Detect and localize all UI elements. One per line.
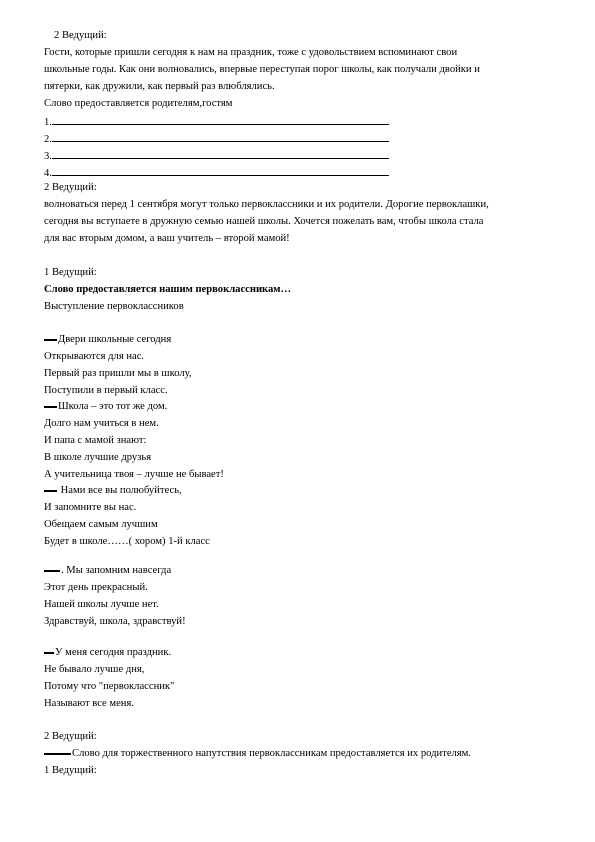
entry-number: 3. xyxy=(44,151,52,162)
blank-entry-3 xyxy=(44,149,389,163)
dash-mark xyxy=(44,339,57,341)
poem-line: Здравствуй, школа, здравствуй! xyxy=(44,616,186,627)
poem-line: . Мы запомним навсегда xyxy=(44,566,171,577)
paragraph-line: пятерки, как дружили, как первый раз влюблялись. xyxy=(44,81,275,92)
dash-mark xyxy=(44,490,57,492)
poem-line: Называют все меня. xyxy=(44,698,134,709)
paragraph-line: Слово предоставляется родителям,гостям xyxy=(44,98,233,109)
announcement-line: Слово предоставляется нашим первоклассникам… xyxy=(44,284,292,295)
poem-line: Потому что "первоклассник" xyxy=(44,681,175,692)
poem-line: Обещаем самым лучшим xyxy=(44,519,158,530)
poem-line: Не бывало лучше дня, xyxy=(44,664,145,675)
poem-line: Поступили в первый класс. xyxy=(44,385,168,396)
poem-line: Будет в школе……( хором) 1-й класс xyxy=(44,536,210,547)
entry-number: 4. xyxy=(44,168,52,179)
speaker-label: 1 Ведущий: xyxy=(44,267,97,278)
entry-number: 1. xyxy=(44,117,52,128)
poem-line: Долго нам учиться в нем. xyxy=(44,418,159,429)
paragraph-line: волноваться перед 1 сентября могут только первоклассники и их родители. Дорогие первоклашки, xyxy=(44,199,489,210)
fill-in-line xyxy=(52,166,389,176)
dash-mark xyxy=(44,406,57,408)
paragraph-line: Слово для торжественного напутствия первоклассникам предоставляется их родителям. xyxy=(44,749,471,760)
poem-line: В школе лучшие друзья xyxy=(44,452,152,463)
dash-mark xyxy=(44,753,71,755)
dash-mark xyxy=(44,570,60,572)
paragraph-line: Гости, которые пришли сегодня к нам на праздник, тоже с удовольствием вспоминают свои xyxy=(44,47,458,58)
blank-entry-2 xyxy=(44,132,389,146)
fill-in-line xyxy=(52,132,389,142)
dash-mark xyxy=(44,652,54,654)
poem-line: И запомните вы нас. xyxy=(44,502,137,513)
speaker-label: 2 Ведущий: xyxy=(44,731,97,742)
entry-number: 2. xyxy=(44,134,52,145)
poem-line: Школа – это тот же дом. xyxy=(44,402,167,413)
poem-line: Первый раз пришли мы в школу, xyxy=(44,368,192,379)
poem-line: Открываются для нас. xyxy=(44,351,145,362)
paragraph-line: школьные годы. Как они волновались, впервые переступая порог школы, как получали двойки и xyxy=(44,64,480,75)
poem-line: Нами все вы полюбуйтесь, xyxy=(44,486,182,497)
speaker-label: 1 Ведущий: xyxy=(44,765,97,776)
blank-entry-4 xyxy=(44,166,389,180)
fill-in-line xyxy=(52,115,389,125)
speaker-label: 2 Ведущий: xyxy=(54,30,107,41)
paragraph-line: для вас вторым домом, а ваш учитель – второй мамой! xyxy=(44,233,290,244)
section-heading: Выступление первоклассников xyxy=(44,301,184,312)
poem-line: Нашей школы лучше нет. xyxy=(44,599,159,610)
poem-line: И папа с мамой знают: xyxy=(44,435,147,446)
paragraph-line: сегодня вы вступаете в дружную семью нашей школы. Хочется пожелать вам, чтобы школа стала xyxy=(44,216,484,227)
poem-line: У меня сегодня праздник. xyxy=(44,648,171,659)
poem-line: А учительница твоя – лучше не бывает! xyxy=(44,469,224,480)
poem-line: Двери школьные сегодня xyxy=(44,335,171,346)
poem-line: Этот день прекрасный. xyxy=(44,582,148,593)
speaker-label: 2 Ведущий: xyxy=(44,182,97,193)
fill-in-line xyxy=(52,149,389,159)
blank-entry-1 xyxy=(44,115,389,129)
